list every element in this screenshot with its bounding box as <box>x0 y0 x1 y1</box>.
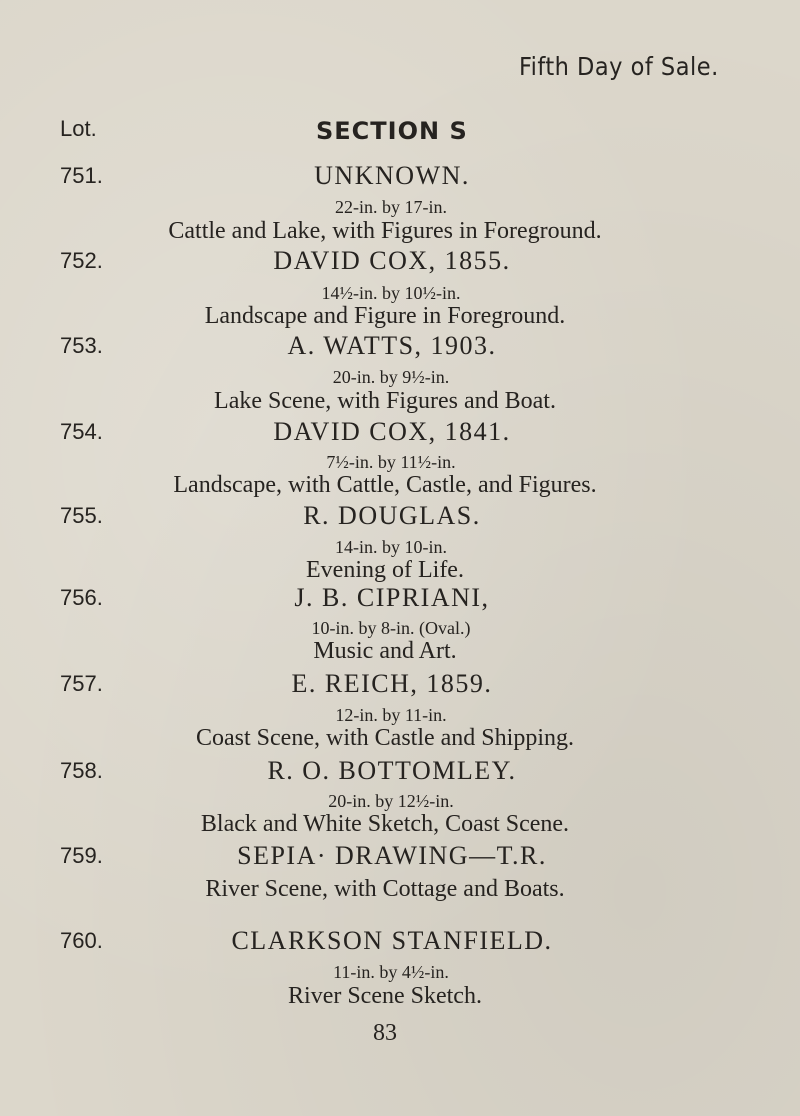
entry-artist: R. DOUGLAS. <box>303 501 481 530</box>
entry-artist: E. REICH, 1859. <box>291 669 493 698</box>
entry-size: 7½-in. by 11½-in. <box>326 452 456 472</box>
entry-artist: SEPIA· DRAWING—T.R. <box>237 841 547 870</box>
entry-size: 11-in. by 4½-in. <box>333 962 449 982</box>
entry-artist: UNKNOWN. <box>314 161 470 190</box>
entry-size: 12-in. by 11-in. <box>335 705 447 725</box>
entry-size: 14½-in. by 10½-in. <box>321 283 461 303</box>
entry-description: Coast Scene, with Castle and Shipping. <box>196 725 574 751</box>
running-title: Fifth Day of Sale. <box>519 52 719 81</box>
entry-size: 10-in. by 8-in. (Oval.) <box>311 618 471 638</box>
entry-size: 14-in. by 10-in. <box>335 537 447 557</box>
lot-number: 755. <box>60 503 103 528</box>
entry-size: 20-in. by 9½-in. <box>332 367 450 387</box>
entry-description: Cattle and Lake, with Figures in Foreground. <box>168 218 602 244</box>
lot-column-label: Lot. <box>60 116 97 141</box>
lot-number: 757. <box>60 671 103 696</box>
entry-size: 20-in. by 12½-in. <box>328 791 454 811</box>
entry-description: Landscape and Figure in Foreground. <box>204 303 566 329</box>
entry-description: River Scene Sketch. <box>288 983 482 1009</box>
section-title: SECTION S <box>316 117 468 145</box>
page-number: 83 <box>373 1020 397 1046</box>
lot-number: 752. <box>60 248 103 273</box>
entry-artist: DAVID COX, 1855. <box>273 246 511 275</box>
entry-size: 22-in. by 17-in. <box>335 197 447 217</box>
entry-artist: R. O. BOTTOMLEY. <box>267 756 517 785</box>
entry-description: Music and Art. <box>313 638 457 664</box>
entry-description: River Scene, with Cottage and Boats. <box>205 876 565 902</box>
entry-description: Lake Scene, with Figures and Boat. <box>214 388 556 414</box>
lot-number: 753. <box>60 333 103 358</box>
lot-number: 754. <box>60 419 103 444</box>
entry-description: Black and White Sketch, Coast Scene. <box>200 811 570 837</box>
entry-description: Landscape, with Cattle, Castle, and Figures. <box>173 472 597 498</box>
entry-artist: DAVID COX, 1841. <box>273 417 511 446</box>
lot-number: 758. <box>60 758 103 783</box>
lot-number: 751. <box>60 163 103 188</box>
lot-number: 759. <box>60 843 103 868</box>
entry-description: Evening of Life. <box>306 557 464 583</box>
lot-number: 756. <box>60 585 103 610</box>
entry-artist: A. WATTS, 1903. <box>287 331 497 360</box>
lot-number: 760. <box>60 928 103 953</box>
entry-artist: CLARKSON STANFIELD. <box>231 926 553 955</box>
entry-artist: J. B. CIPRIANI, <box>294 583 490 612</box>
